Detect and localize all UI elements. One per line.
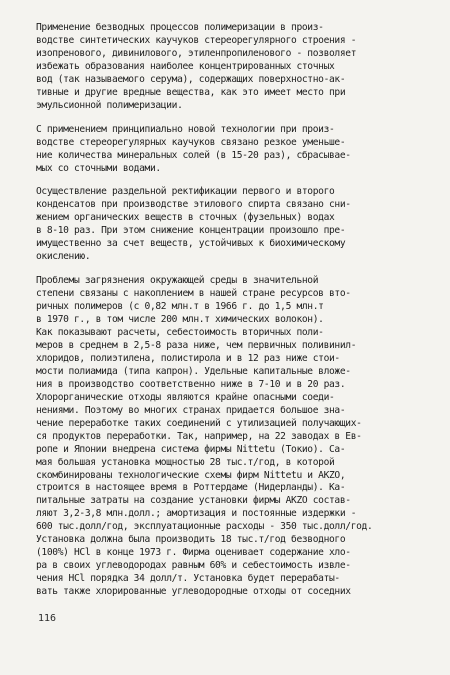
text-line: мых со сточными водами. xyxy=(36,162,161,174)
text-line: ропе и Японии внедрена система фирмы Nittetu (Токио). Са- xyxy=(36,443,346,455)
text-line: Установка должна была производить 18 тыс.т/год безводного xyxy=(36,534,346,546)
text-line: Проблемы загрязнения окружающей среды в значительной xyxy=(36,275,319,287)
text-line: питальные затраты на создание установки фирмы AKZO состав- xyxy=(36,495,351,507)
text-line: Как показывают расчеты, себестоимость вторичных поли- xyxy=(36,327,324,339)
text-line: ляют 3,2-3,8 млн.долл.; амортизация и постоянные издержки - xyxy=(36,508,357,520)
text-line: хлоридов, полиэтилена, полистирола и в 12 раз ниже стои- xyxy=(36,352,340,364)
text-line: Осуществление раздельной ректификации первого и второго xyxy=(36,186,335,198)
text-line: чения HCl порядка 34 долл/т. Установка будет перерабаты- xyxy=(36,573,340,585)
text-line: Применение безводных процессов полимеризации в произ- xyxy=(36,22,324,33)
paragraph-secondary-polymers xyxy=(36,275,426,327)
paragraph-mineral-salts xyxy=(36,124,426,176)
text-line: С применением принципиально новой технологии при произ- xyxy=(36,123,335,135)
text-line: ричных полимеров (с 0,82 млн.т в 1966 г. до 1,5 млн.т xyxy=(36,301,324,313)
body-text xyxy=(36,22,426,599)
paragraph-chlororganic-waste xyxy=(36,392,426,599)
text-line: чение переработке таких соединений с утилизацией получающих- xyxy=(36,417,362,429)
text-line: ся продуктов переработки. Так, например, на 22 заводах в Ев- xyxy=(36,430,362,442)
text-line: ние количества минеральных солей (в 15-20 раз), сбрасывае- xyxy=(36,149,351,161)
text-line: водстве стереорегулярных каучуков связано резкое уменьше- xyxy=(36,136,346,148)
text-line: эмульсионной полимеризации. xyxy=(36,99,183,111)
text-line: конденсатов при производстве этилового спирта связано сни- xyxy=(36,199,351,211)
text-line: ра в своих углеводородах равным 60% и себестоимость извле- xyxy=(36,560,351,572)
text-line: меров в среднем в 2,5-8 раза ниже, чем первичных поливинил- xyxy=(36,339,357,351)
text-line: вать также хлорированные углеводородные отходы от соседних xyxy=(36,586,351,598)
text-line: мости полиамида (типа капрон). Удельные капитальные вложе- xyxy=(36,365,351,377)
text-line: вод (так называемого серума), содержащих поверхностно-ак- xyxy=(36,73,346,85)
text-line: жением органических веществ в сточных (фузельных) водах xyxy=(36,212,335,224)
text-line: в 1970 г., в том числе 200 млн.т химических волокон). xyxy=(36,314,324,326)
text-line: водстве синтетических каучуков стереорегулярного строения - xyxy=(36,34,357,46)
text-line: имущественно за счет веществ, устойчивых к биохимическому xyxy=(36,238,346,250)
paragraph-cost-calculation xyxy=(36,327,426,392)
text-line: тивные и другие вредные вещества, как это имеет место при xyxy=(36,86,346,98)
text-line: строится в настоящее время в Роттердаме (Нидерланды). Ка- xyxy=(36,482,346,494)
text-line: ния в производство соответственно ниже в 7-10 и в 20 раз. xyxy=(36,378,346,390)
paragraph-ethanol-rectification xyxy=(36,186,426,264)
text-line: в 8-10 раз. При этом снижение концентрации произошло пре- xyxy=(36,225,346,237)
text-line: степени связаны с накоплением в нашей стране ресурсов вто- xyxy=(36,288,351,300)
text-line: 600 тыс.долл/год, эксплуатационные расходы - 350 тыс.долл/год. xyxy=(36,521,373,533)
text-line: (100%) HCl в конце 1973 г. Фирма оценивает содержание хло- xyxy=(36,547,351,559)
page-number: 116 xyxy=(38,613,57,624)
text-line: нениями. Поэтому во многих странах придается большое зна- xyxy=(36,404,346,416)
text-line: окислению. xyxy=(36,251,91,263)
text-line: Хлорорганические отходы являются крайне опасными соеди- xyxy=(36,391,335,403)
text-line: изопренового, дивинилового, этиленпропиленового - позволяет xyxy=(36,47,357,59)
text-line: скомбинированы технологические схемы фирм Nittetu и AKZO, xyxy=(36,469,346,481)
paragraph-rubber-polymerization xyxy=(36,22,426,113)
text-line: избежать образования наиболее концентрированных сточных xyxy=(36,60,335,72)
text-line: мая большая установка мощностью 28 тыс.т/год, в которой xyxy=(36,456,335,468)
